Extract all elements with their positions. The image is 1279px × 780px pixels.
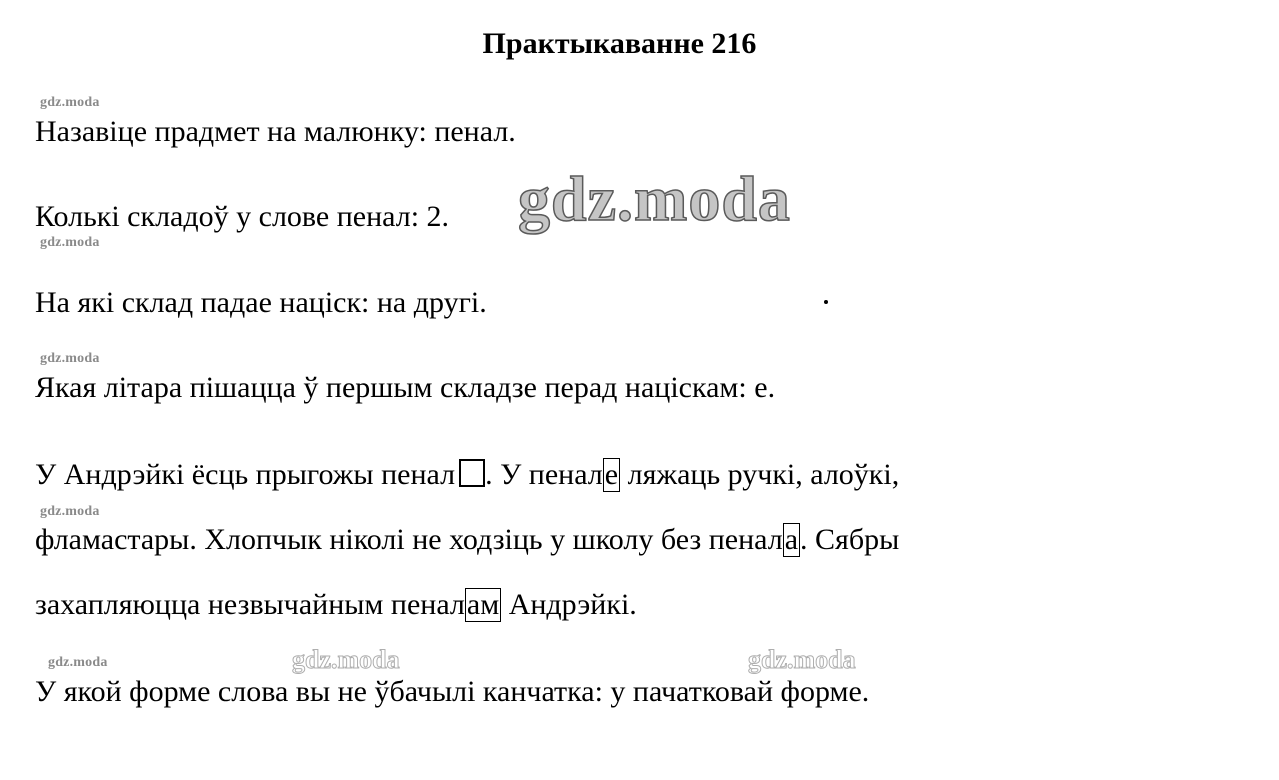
ending-box: е <box>604 458 619 491</box>
answer-line-8: У якой форме слова вы не ўбачылі канчатка: у пачатковай форме. <box>35 675 870 708</box>
ending-box: а <box>784 523 799 556</box>
answer-line-4: Якая літара пішацца ў першым складзе перад націскам: е. <box>35 371 776 404</box>
watermark-4: gdz.moda <box>40 504 100 519</box>
ending-box: ам <box>466 588 500 621</box>
text-fragment: У Андрэйкі ёсць прыгожы пенал <box>35 458 456 491</box>
page-title: Практыкаванне 216 <box>482 27 757 60</box>
text-fragment: . Сябры <box>800 523 900 556</box>
stray-dot <box>824 300 828 304</box>
text-fragment: ляжаць ручкі, алоўкі, <box>620 458 900 491</box>
watermark-logo: gdz.moda <box>518 163 791 234</box>
watermark-1: gdz.moda <box>40 95 100 110</box>
watermark-3: gdz.moda <box>40 351 100 366</box>
text-fragment: Андрэйкі. <box>501 588 637 621</box>
text-fragment: фламастары. Хлопчык ніколі не ходзіць у школу без пенал <box>35 523 783 556</box>
text-line-6 <box>35 520 899 560</box>
watermark-2: gdz.moda <box>40 235 100 250</box>
text-line-7 <box>35 585 637 625</box>
watermark-6: gdz.moda <box>292 645 400 674</box>
text-fragment: . У пенал <box>485 458 603 491</box>
answer-line-2: Колькі складоў у слове пенал: 2. <box>35 200 450 233</box>
answer-line-3: На які склад падае націск: на другі. <box>35 286 487 319</box>
watermark-5: gdz.moda <box>48 655 108 670</box>
answer-line-1: Назавіце прадмет на малюнку: пенал. <box>35 115 516 148</box>
watermark-7: gdz.moda <box>748 645 856 674</box>
text-line-5 <box>35 455 899 495</box>
text-fragment: захапляюцца незвычайным пенал <box>35 588 465 621</box>
zero-ending-box <box>459 459 485 487</box>
